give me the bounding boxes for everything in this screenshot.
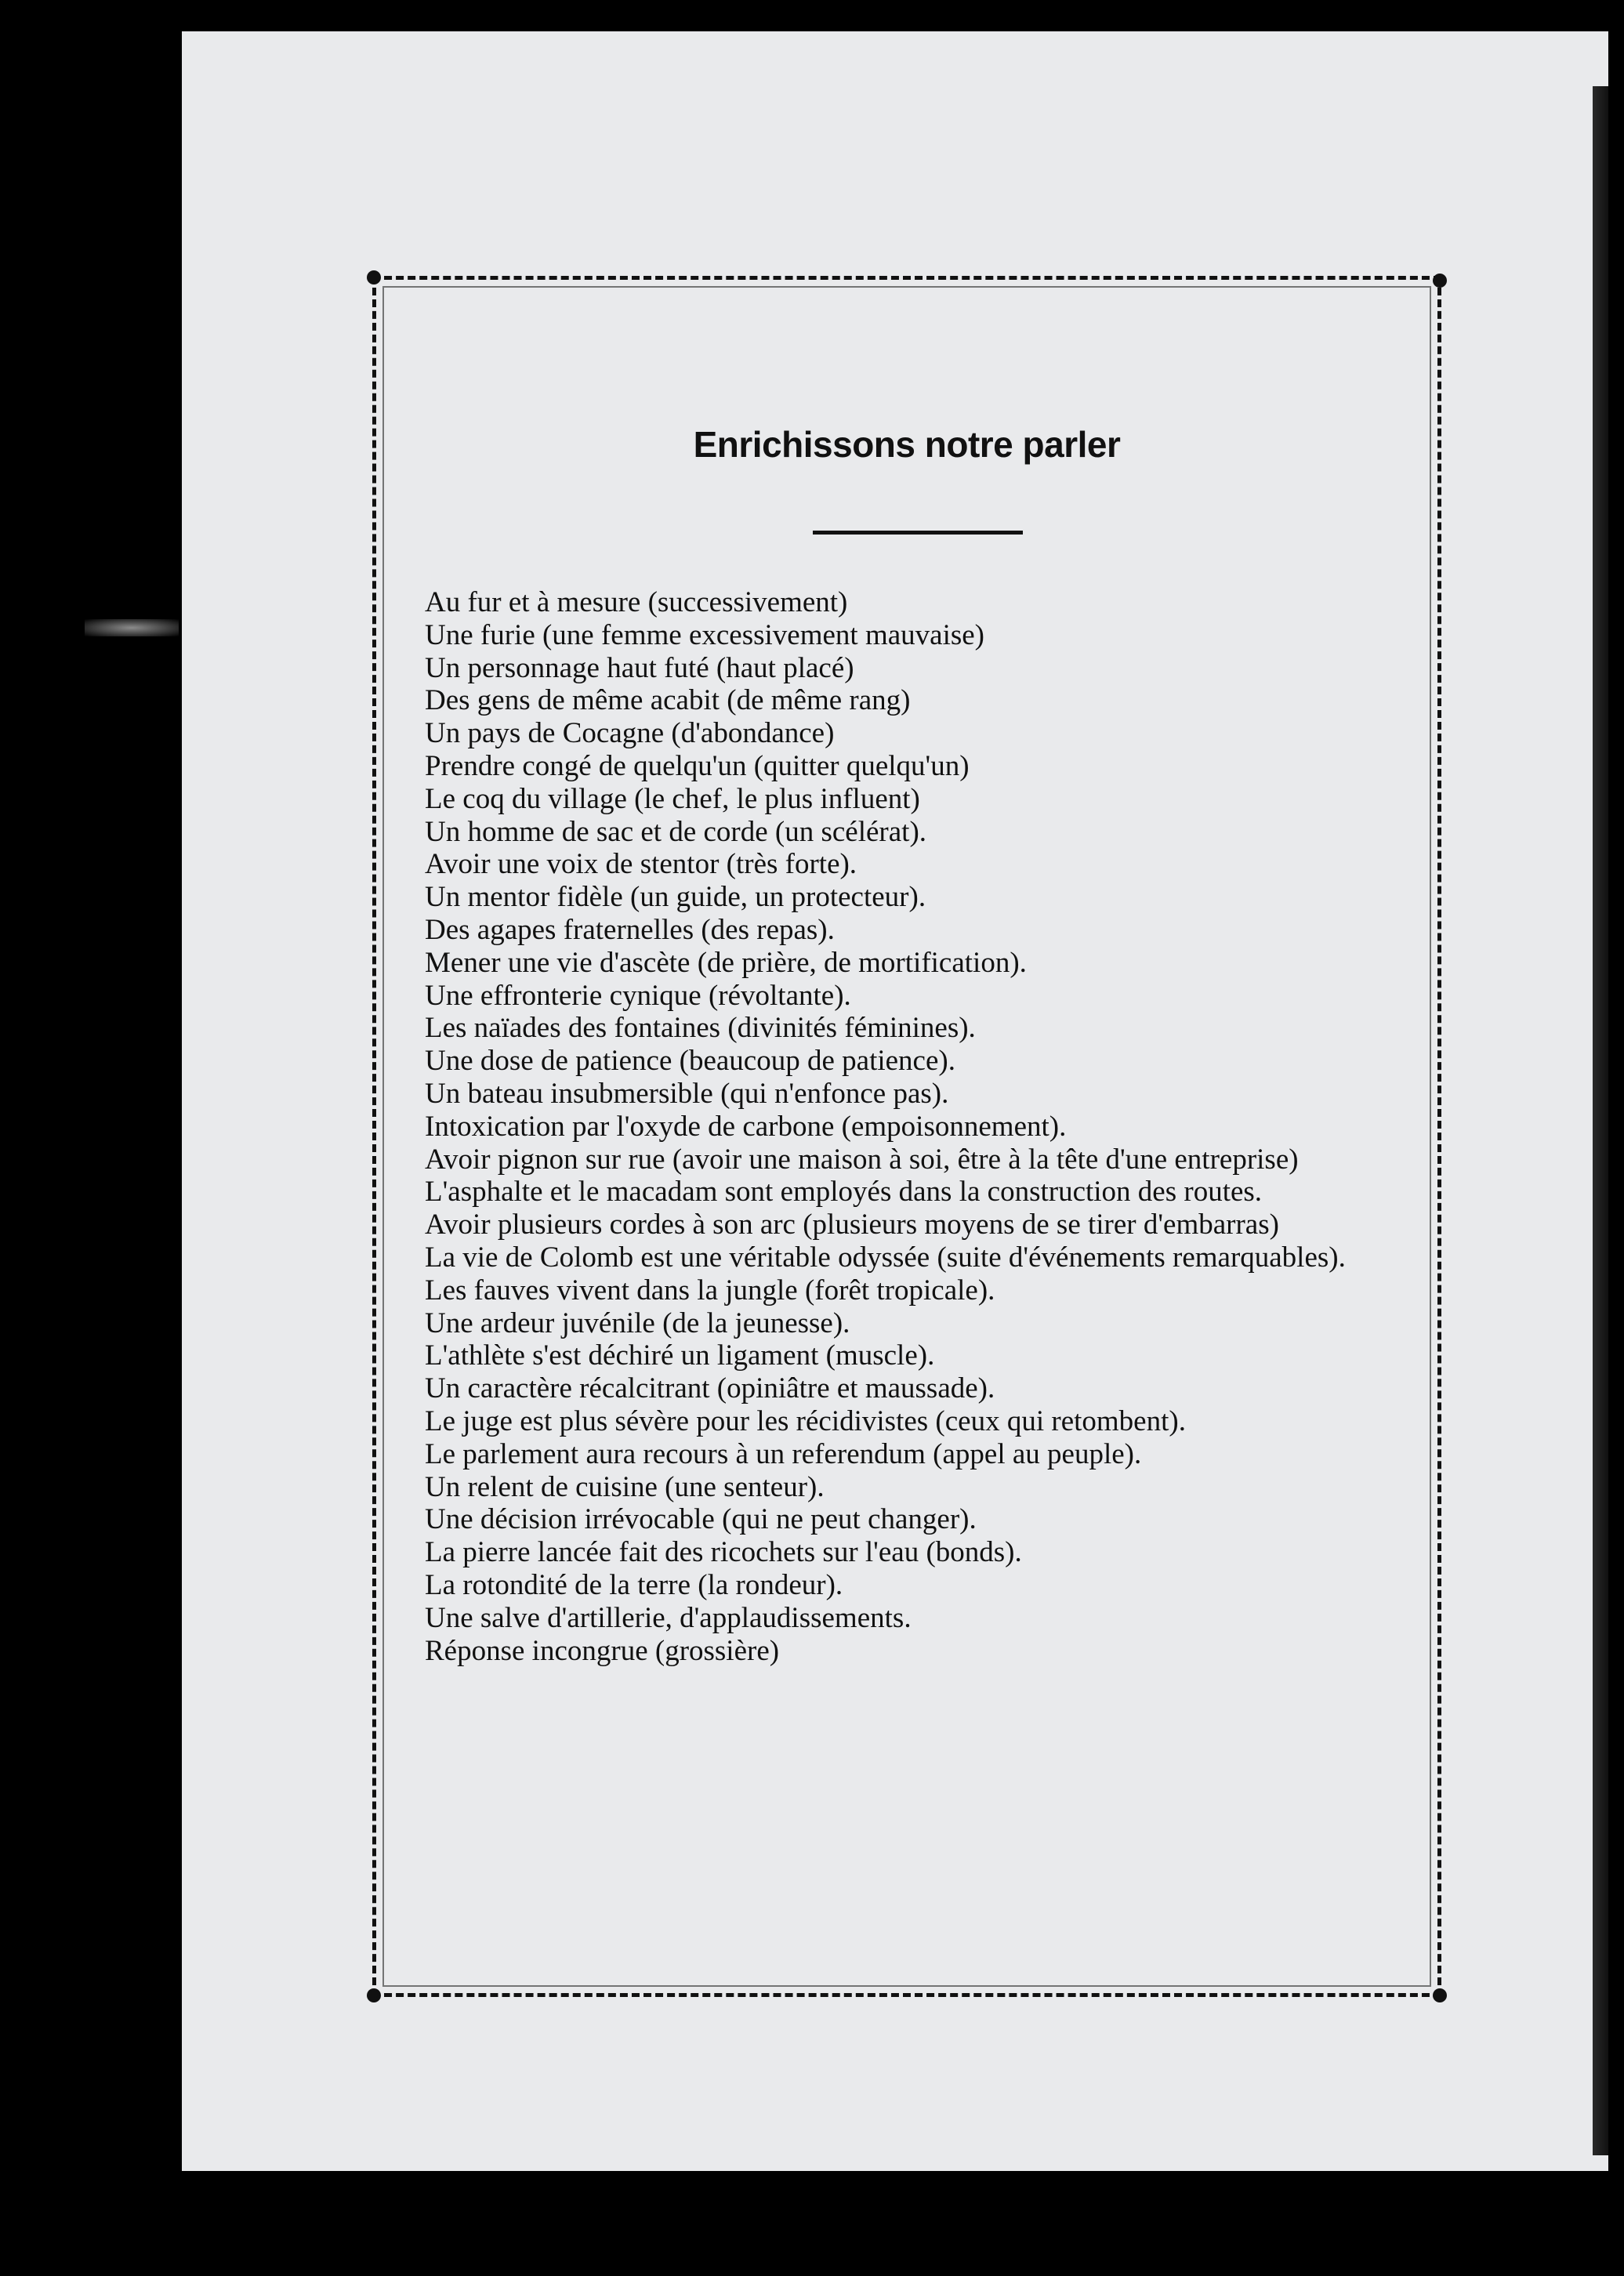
list-item: Intoxication par l'oxyde de carbone (empoisonnement). — [425, 1110, 1067, 1143]
scan-smudge — [85, 619, 179, 636]
list-item: La pierre lancée fait des ricochets sur l'eau (bonds). — [425, 1536, 1022, 1569]
list-item: L'asphalte et le macadam sont employés dans la construction des routes. — [425, 1176, 1263, 1209]
list-item: Les naïades des fontaines (divinités féminines). — [425, 1012, 976, 1045]
list-item: Des gens de même acabit (de même rang) — [425, 684, 911, 717]
list-item: Les fauves vivent dans la jungle (forêt tropicale). — [425, 1274, 995, 1307]
list-item: Une décision irrévocable (qui ne peut changer). — [425, 1503, 977, 1536]
list-item: Avoir plusieurs cordes à son arc (plusieurs moyens de se tirer d'embarras) — [425, 1209, 1279, 1241]
list-item: La rotondité de la terre (la rondeur). — [425, 1568, 843, 1601]
list-item: Avoir une voix de stentor (très forte). — [425, 848, 857, 881]
list-item: Le juge est plus sévère pour les récidivistes (ceux qui retombent). — [425, 1404, 1186, 1437]
list-item: Une ardeur juvénile (de la jeunesse). — [425, 1307, 850, 1339]
list-item: Le coq du village (le chef, le plus influent) — [425, 782, 920, 815]
list-item: Avoir pignon sur rue (avoir une maison à soi, être à la tête d'une entreprise) — [425, 1143, 1299, 1176]
frame-corner-ornament — [1433, 274, 1447, 288]
list-item: Un pays de Cocagne (d'abondance) — [425, 717, 835, 750]
list-item: Un personnage haut futé (haut placé) — [425, 651, 854, 684]
title-divider — [813, 531, 1023, 535]
list-item: La vie de Colomb est une véritable odyssée (suite d'événements remarquables). — [425, 1241, 1346, 1274]
frame-corner-ornament — [1433, 1988, 1447, 2002]
list-item: Un mentor fidèle (un guide, un protecteur). — [425, 881, 926, 914]
list-item: Mener une vie d'ascète (de prière, de mortification). — [425, 946, 1027, 979]
list-item: Un relent de cuisine (une senteur). — [425, 1470, 825, 1503]
list-item: Au fur et à mesure (successivement) — [425, 586, 848, 618]
list-item: L'athlète s'est déchiré un ligament (muscle). — [425, 1339, 935, 1372]
list-item: Une effronterie cynique (révoltante). — [425, 979, 851, 1012]
list-item: Une furie (une femme excessivement mauvaise) — [425, 618, 985, 651]
list-item: Prendre congé de quelqu'un (quitter quelqu'un) — [425, 749, 970, 782]
frame-corner-ornament — [367, 270, 381, 284]
list-item: Un homme de sac et de corde (un scélérat). — [425, 815, 927, 848]
list-item: Réponse incongrue (grossière) — [425, 1634, 780, 1667]
list-item: Un caractère récalcitrant (opiniâtre et maussade). — [425, 1372, 995, 1405]
list-item: Une dose de patience (beaucoup de patience). — [425, 1045, 955, 1078]
list-item: Des agapes fraternelles (des repas). — [425, 913, 835, 946]
expression-list — [425, 586, 1420, 1667]
list-item: Le parlement aura recours à un referendum (appel au peuple). — [425, 1437, 1142, 1470]
page-title: Enrichissons notre parler — [693, 424, 1121, 465]
list-item: Un bateau insubmersible (qui n'enfonce pas). — [425, 1077, 949, 1110]
list-item: Une salve d'artillerie, d'applaudissements. — [425, 1601, 912, 1634]
frame-corner-ornament — [367, 1988, 381, 2002]
page-edge — [1593, 86, 1608, 2155]
